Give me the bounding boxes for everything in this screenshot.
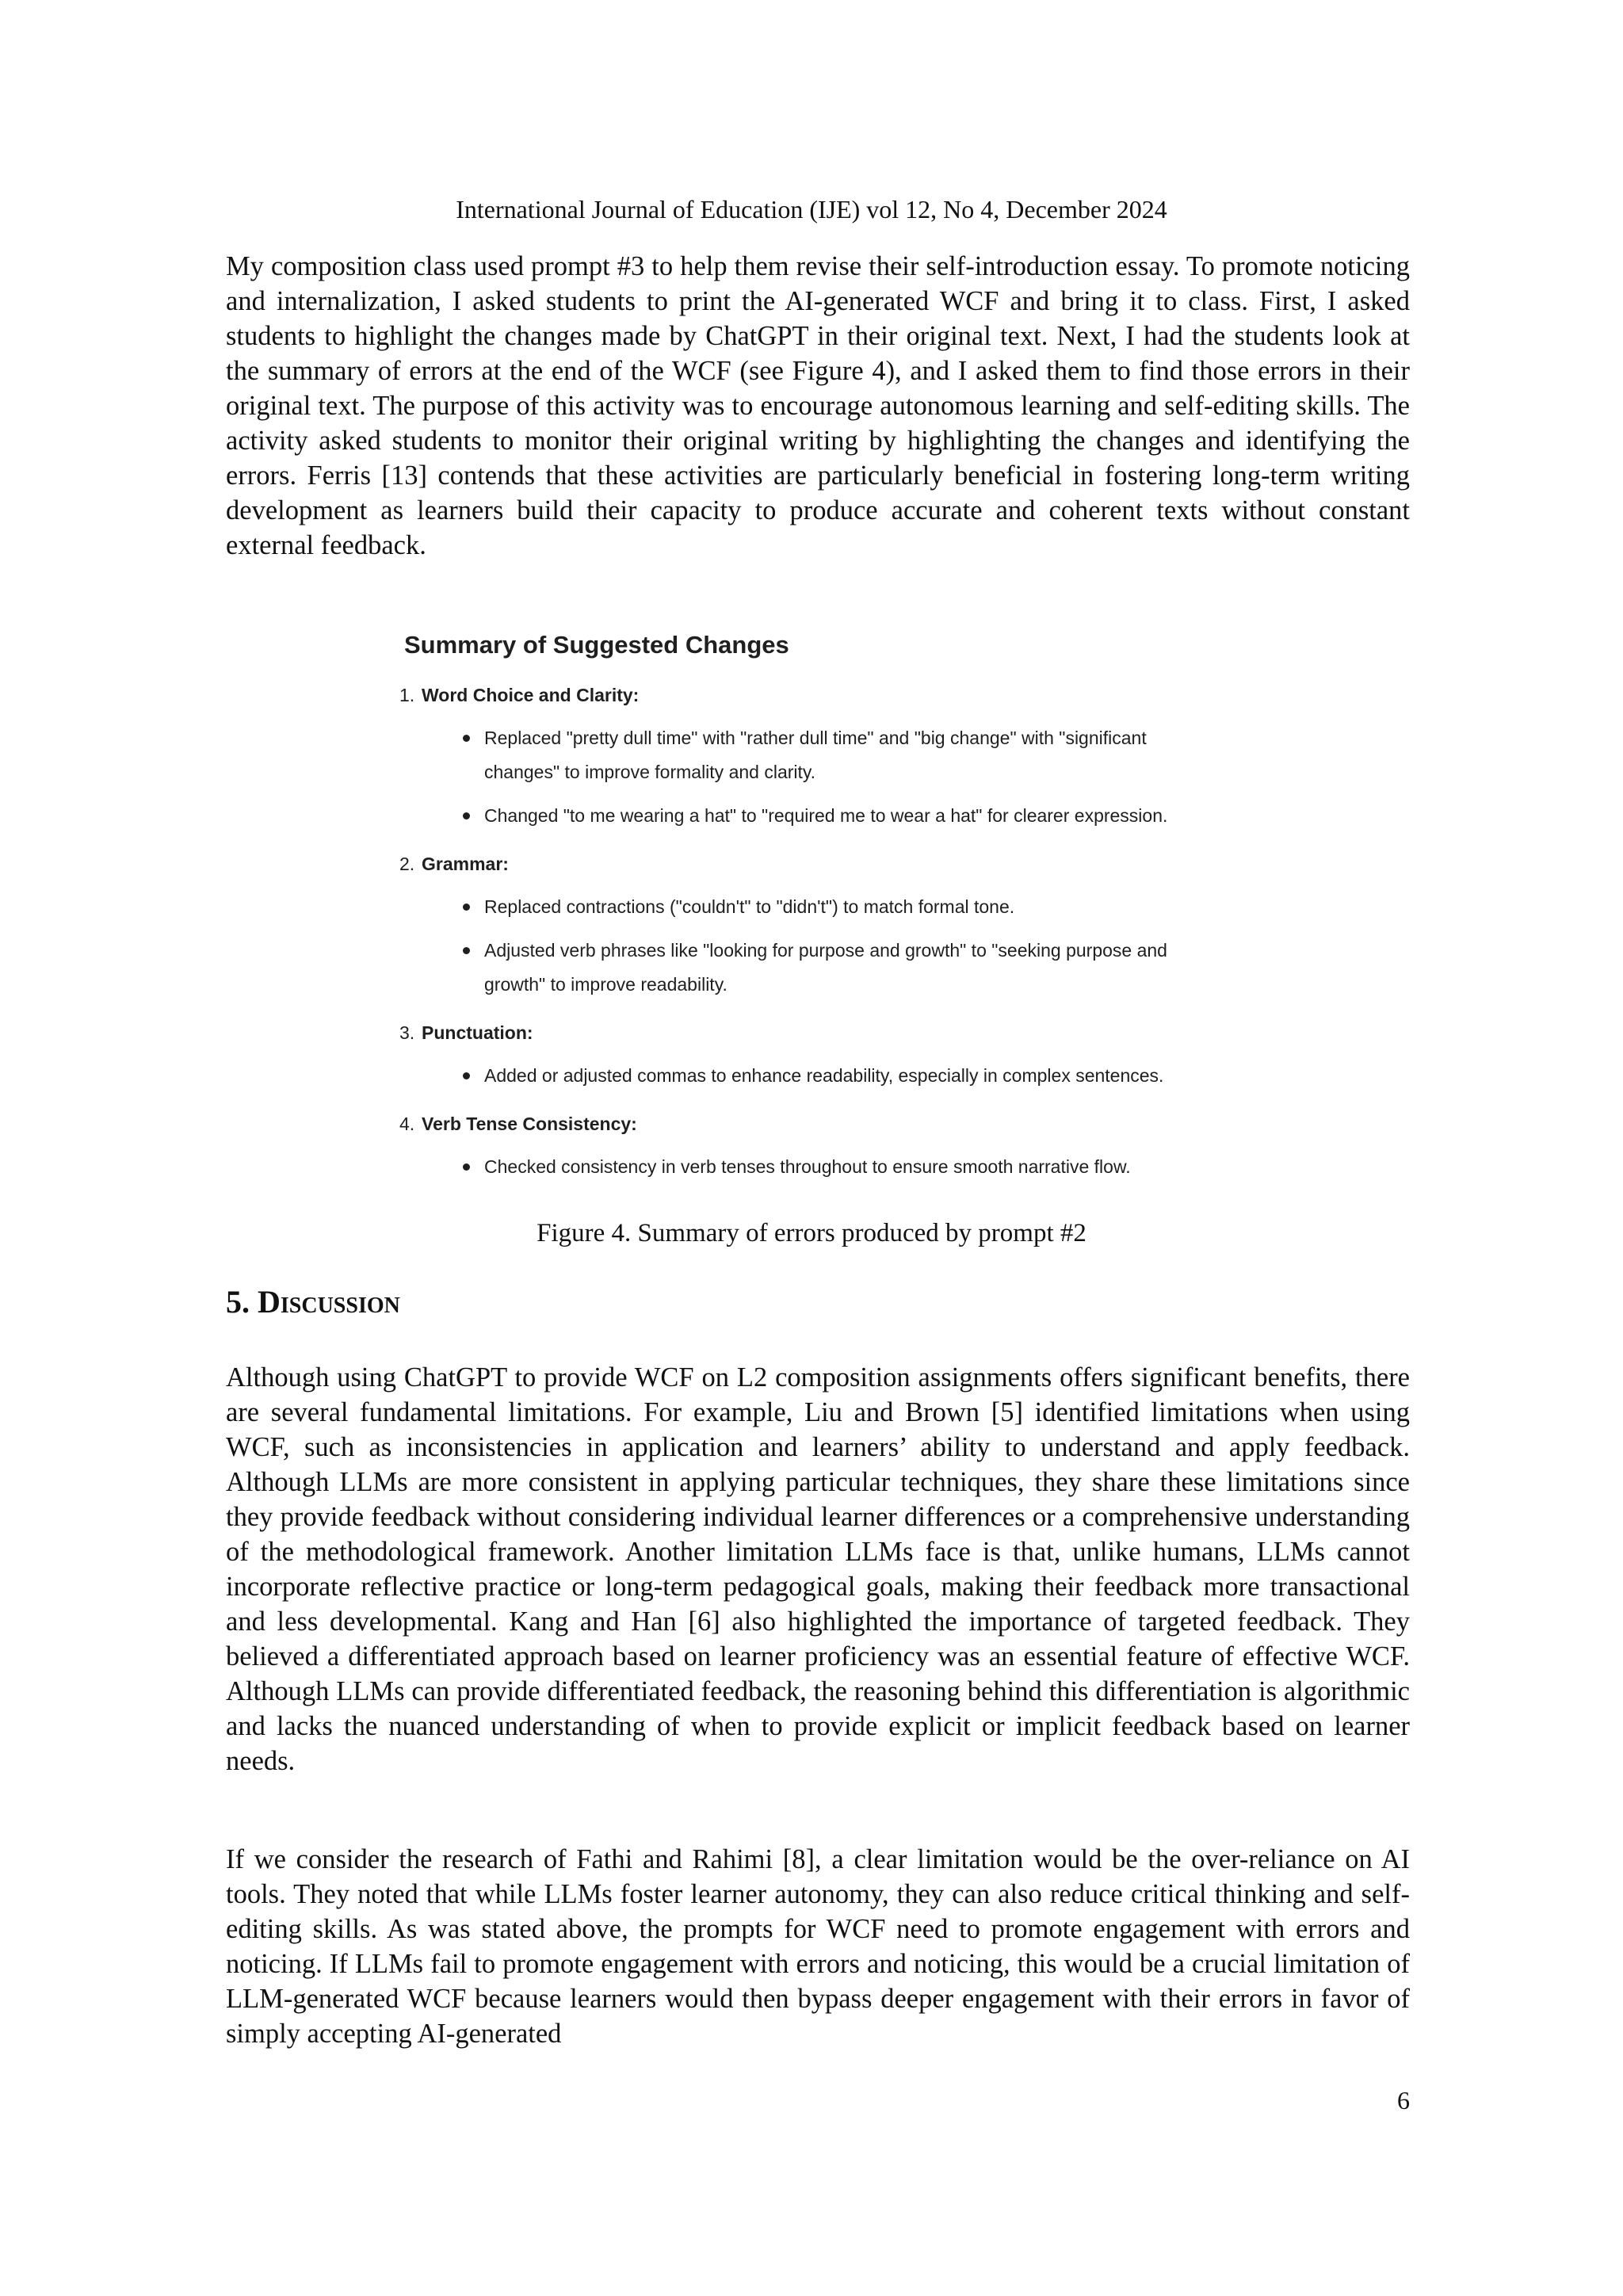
figure-bullet-text: Checked consistency in verb tenses throughout to ensure smooth narrative flow. — [484, 1156, 1131, 1177]
bullet-dot-icon — [463, 904, 470, 911]
page-number: 6 — [1397, 2086, 1410, 2115]
paragraph-intro-activity: My composition class used prompt #3 to help them revise their self-introduction essay. To promote noticing and internalization, I asked students to print the AI-generated WCF and bring it to class. First, I asked students to highlight the changes made by ChatGPT in their original text. Next, I had the students look at the summary of errors at the end of the WCF (see Figure 4), and I asked them to find those errors in their original text. The purpose of this activity was to encourage autonomous learning and self-editing skills. The activity asked students to monitor their original writing by highlighting the changes and identifying the errors. Ferris [13] contends that these activities are particularly beneficial in fostering long-term writing development as learners build their capacity to produce accurate and coherent texts without constant external feedback. — [226, 251, 1410, 560]
figure-section-heading — [399, 1112, 1276, 1136]
figure-bullet — [484, 799, 1197, 833]
running-header: International Journal of Education (IJE) vol 12, No 4, December 2024 — [456, 195, 1167, 223]
figure-section — [372, 1112, 1276, 1184]
section-number: 5. — [226, 1284, 250, 1320]
figure-title: Summary of Suggested Changes — [404, 631, 789, 659]
figure-bullet — [484, 934, 1197, 1002]
figure-bullet — [484, 890, 1197, 924]
section-title: Discussion — [258, 1284, 400, 1320]
figure-section-label: Punctuation: — [422, 1022, 533, 1043]
figure-section-number: 2. — [399, 854, 415, 874]
figure-bullet-list — [372, 721, 1276, 833]
section-heading — [226, 1282, 400, 1322]
figure-bullet-text: Replaced contractions ("couldn't" to "didn't") to match formal tone. — [484, 896, 1015, 917]
figure-section-label: Word Choice and Clarity: — [422, 685, 640, 705]
figure-section — [372, 852, 1276, 1002]
figure-section-number: 1. — [399, 685, 415, 705]
paragraph-limitations: Although using ChatGPT to provide WCF on L2 composition assignments offers significant benefits, there are several fundamental limitations. For example, Liu and Brown [5] identified limitations when using WCF, such as inconsistencies in application and learners’ ability to understand and apply feedback. Although LLMs are more consistent in applying particular techniques, they share these limitations since they provide feedback without considering individual learner differences or a comprehensive understanding of the methodological framework. Another limitation LLMs face is that, unlike humans, LLMs cannot incorporate reflective practice or long-term pedagogical goals, making their feedback more transactional and less developmental. Kang and Han [6] also highlighted the importance of targeted feedback. They believed a differentiated approach based on learner proficiency was an essential feature of effective WCF. Although LLMs can provide differentiated feedback, the reasoning behind this differentiation is algorithmic and lacks the nuanced understanding of when to provide explicit or implicit feedback based on learner needs. — [226, 1362, 1410, 1776]
figure-bullet-text: Added or adjusted commas to enhance readability, especially in complex sentences. — [484, 1065, 1164, 1086]
figure-bullet-list — [372, 1059, 1276, 1093]
figure-bullet-text: Replaced "pretty dull time" with "rather dull time" and "big change" with "significant changes" to improve formality and clarity. — [484, 728, 1147, 782]
bullet-dot-icon — [463, 735, 470, 742]
figure-caption: Figure 4. Summary of errors produced by prompt #2 — [537, 1219, 1086, 1247]
figure-section-heading — [399, 1021, 1276, 1045]
bullet-dot-icon — [463, 947, 470, 954]
figure-bullet-text: Adjusted verb phrases like "looking for purpose and growth" to "seeking purpose and growth" to improve readability. — [484, 940, 1167, 995]
figure-section — [372, 1021, 1276, 1093]
figure-section-number: 3. — [399, 1022, 415, 1043]
figure-bullet-list — [372, 1150, 1276, 1184]
bullet-dot-icon — [463, 812, 470, 819]
figure-bullet-text: Changed "to me wearing a hat" to "required me to wear a hat" for clearer expression. — [484, 805, 1168, 826]
figure-bullet-list — [372, 890, 1276, 1002]
figure-bullet — [484, 1150, 1197, 1184]
figure-section-heading — [399, 852, 1276, 876]
figure-bullet — [484, 721, 1197, 789]
figure-section-label: Verb Tense Consistency: — [422, 1114, 637, 1134]
figure-section-heading — [399, 683, 1276, 707]
figure-section-label: Grammar: — [422, 854, 509, 874]
paragraph-over-reliance: If we consider the research of Fathi and Rahimi [8], a clear limitation would be the over-reliance on AI tools. They noted that while LLMs foster learner autonomy, they can also reduce critical thinking and self-editing skills. As was stated above, the prompts for WCF need to promote engagement with errors and noticing. If LLMs fail to promote engagement with errors and noticing, this would be a crucial limitation of LLM-generated WCF because learners would then bypass deeper engagement with their errors in favor of simply accepting AI-generated — [226, 1844, 1410, 2049]
figure-bullet — [484, 1059, 1197, 1093]
figure-section — [372, 683, 1276, 833]
figure-4 — [372, 623, 1276, 1178]
figure-change-list — [372, 683, 1276, 1184]
bullet-dot-icon — [463, 1072, 470, 1079]
figure-section-number: 4. — [399, 1114, 415, 1134]
bullet-dot-icon — [463, 1163, 470, 1171]
